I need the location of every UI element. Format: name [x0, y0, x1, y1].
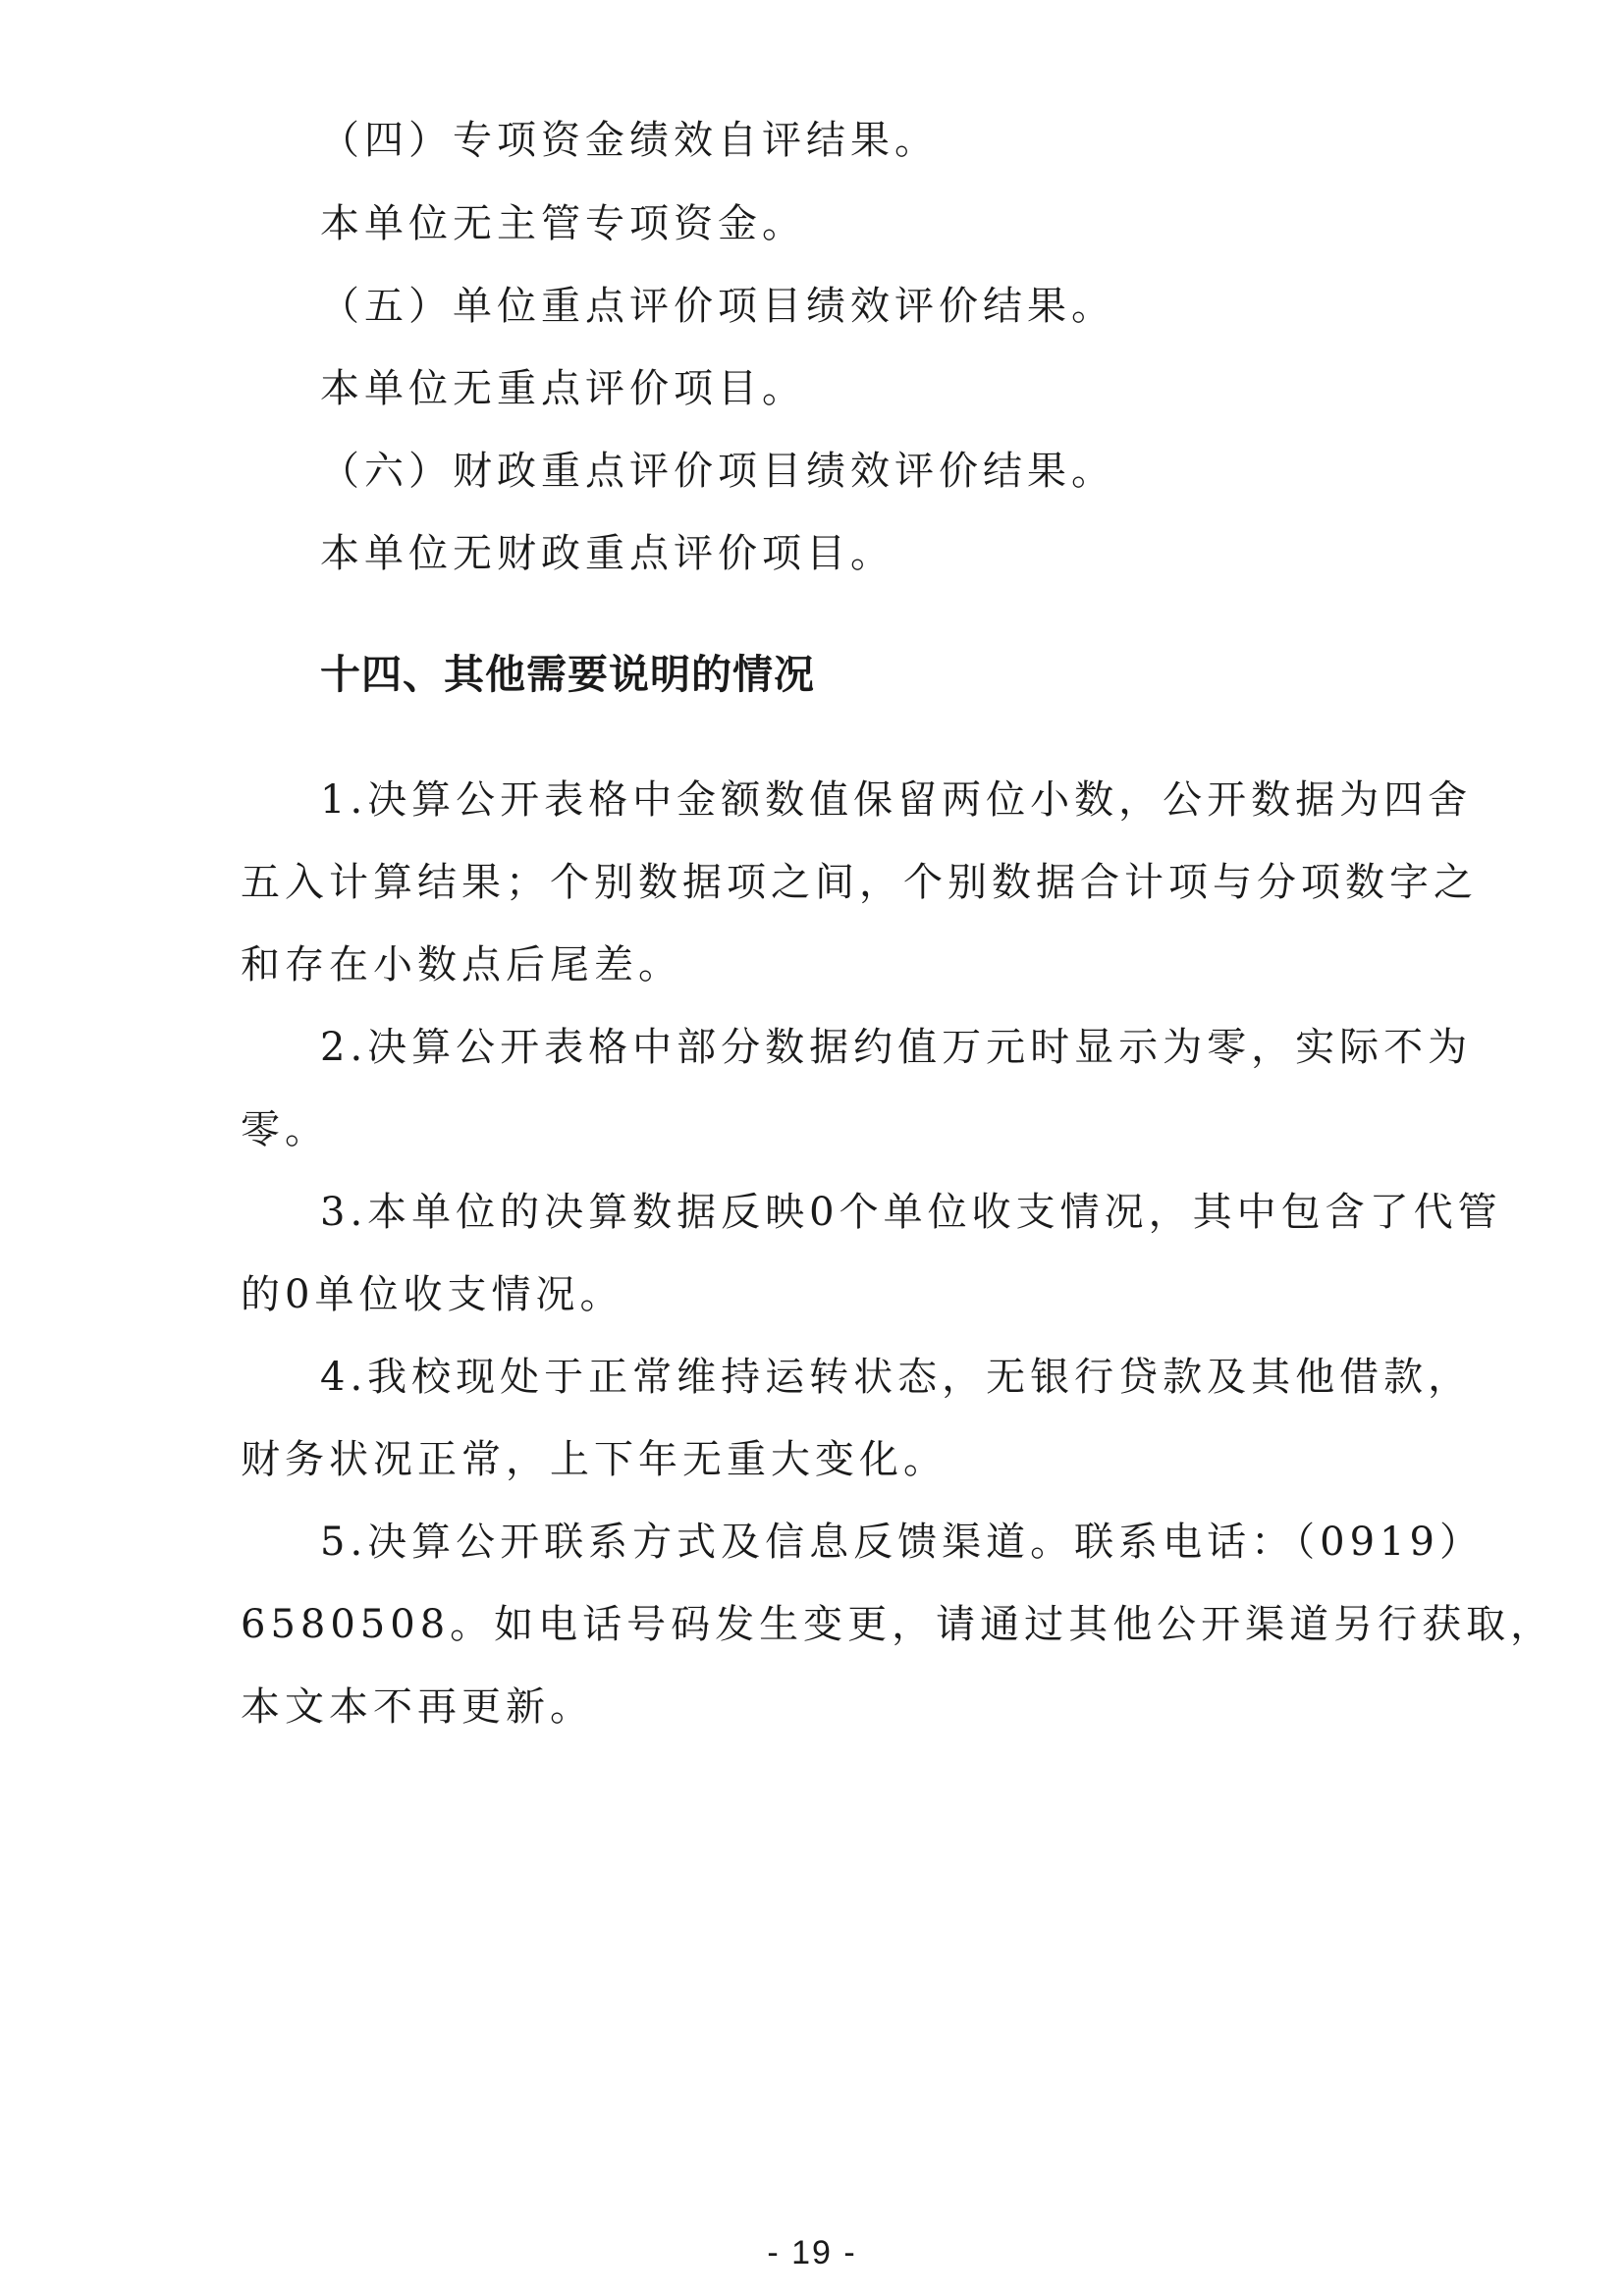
- para5-line1: 5.决算公开联系方式及信息反馈渠道。联系电话：（0919）: [320, 1520, 1484, 1565]
- item4-title: （四）专项资金绩效自评结果。: [320, 118, 939, 163]
- para2-line1: 2.决算公开表格中部分数据约值万元时显示为零，实际不为: [320, 1025, 1473, 1070]
- para1-line2: 五入计算结果；个别数据项之间，个别数据合计项与分项数字之: [241, 860, 1478, 905]
- para5-line3: 本文本不再更新。: [241, 1684, 594, 1730]
- para1-line3: 和存在小数点后尾差。: [241, 942, 682, 988]
- para3-line1: 3.本单位的决算数据反映0个单位收支情况，其中包含了代管: [320, 1190, 1502, 1235]
- para2-line2: 零。: [241, 1107, 329, 1152]
- item6-text: 本单位无财政重点评价项目。: [320, 531, 894, 576]
- section-heading: 十四、其他需要说明的情况: [320, 651, 815, 698]
- item5-text: 本单位无重点评价项目。: [320, 366, 806, 411]
- para4-line2: 财务状况正常，上下年无重大变化。: [241, 1437, 947, 1482]
- item4-text: 本单位无主管专项资金。: [320, 201, 806, 246]
- para3-line2: 的0单位收支情况。: [241, 1272, 624, 1317]
- page-number: - 19 -: [767, 2234, 857, 2271]
- para4-line1: 4.我校现处于正常维持运转状态，无银行贷款及其他借款，: [320, 1355, 1473, 1400]
- item6-title: （六）财政重点评价项目绩效评价结果。: [320, 449, 1115, 494]
- item5-title: （五）单位重点评价项目绩效评价结果。: [320, 284, 1115, 329]
- para5-line2: 6580508。如电话号码发生变更，请通过其他公开渠道另行获取，: [241, 1602, 1555, 1647]
- para1-line1: 1.决算公开表格中金额数值保留两位小数，公开数据为四舍: [320, 777, 1473, 823]
